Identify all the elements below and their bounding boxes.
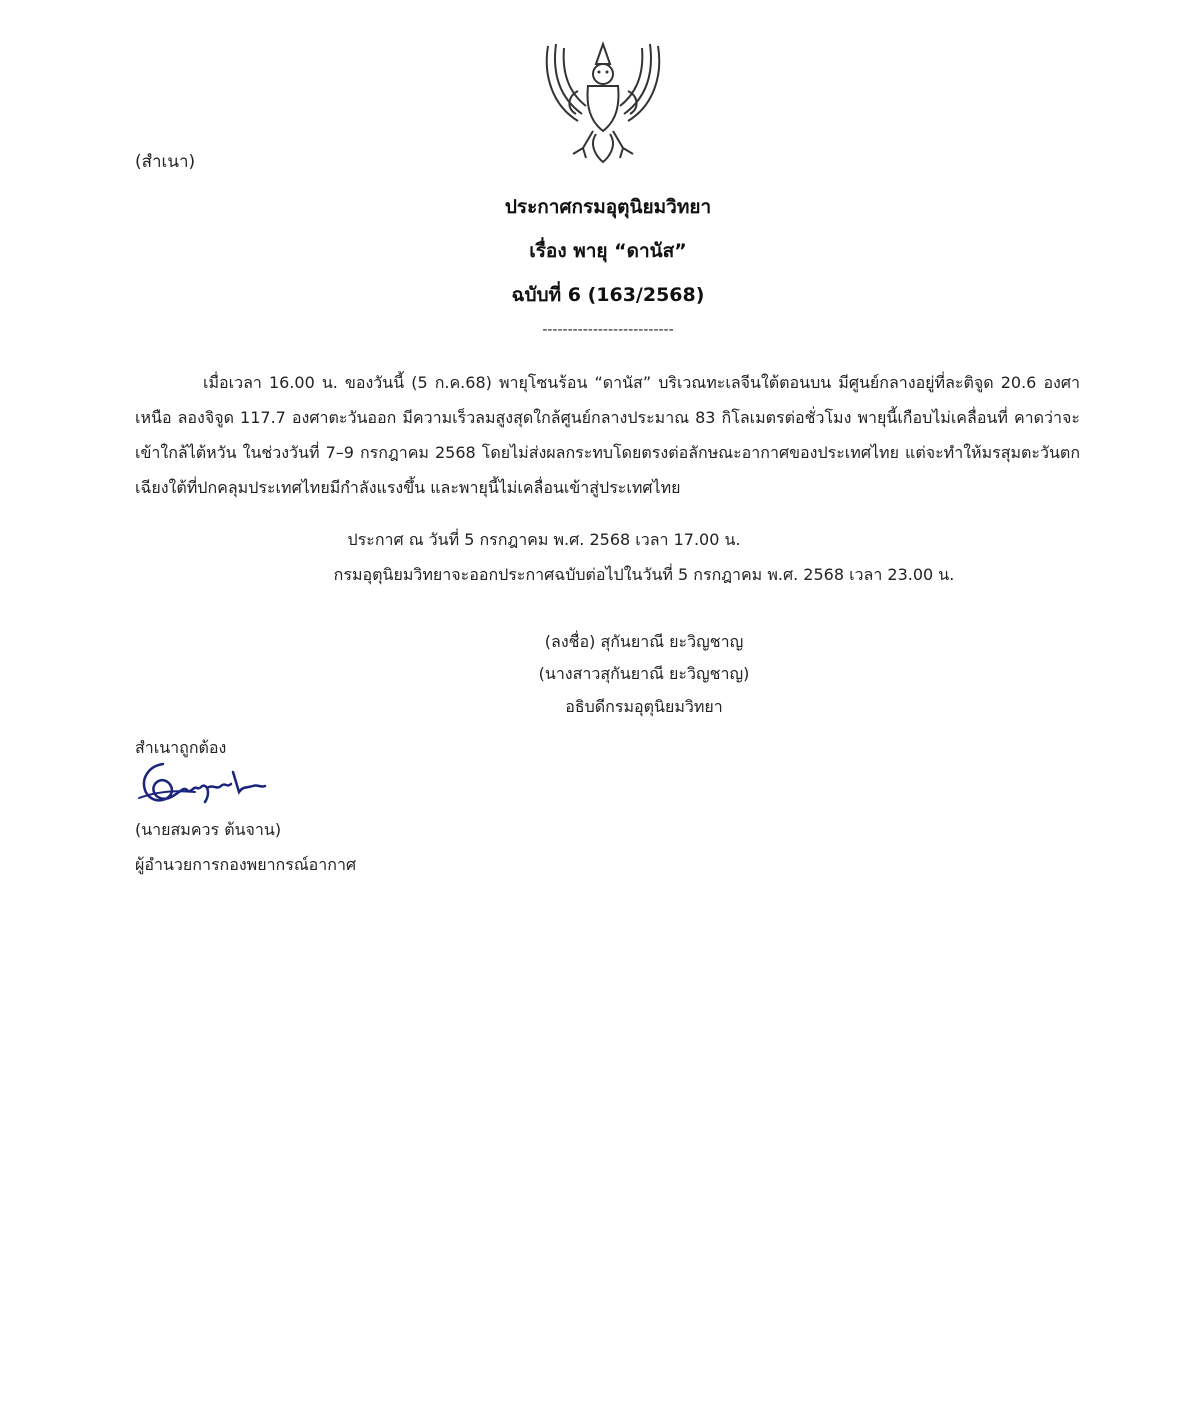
garuda-emblem-icon [538, 36, 668, 164]
signatory-signed: (ลงชื่อ) สุกันยาณี ยะวิญชาญ [544, 632, 744, 651]
announcement-date: ประกาศ ณ วันที่ 5 กรกฎาคม พ.ศ. 2568 เวลา 17.00 น. [347, 530, 741, 549]
certifier-position: ผู้อำนวยการกองพยากรณ์อากาศ [135, 855, 357, 874]
certifier-name: (นายสมควร ต้นจาน) [135, 820, 282, 839]
issue-number: ฉบับที่ 6 (163/2568) [511, 284, 705, 306]
divider: -------------------------- [542, 322, 674, 338]
handwritten-signature [135, 758, 270, 810]
signatory-position: อธิบดีกรมอุตุนิยมวิทยา [565, 697, 723, 716]
next-announcement: กรมอุตุนิยมวิทยาจะออกประกาศฉบับต่อไปในวันที่ 5 กรกฎาคม พ.ศ. 2568 เวลา 23.00 น. [333, 565, 955, 584]
signatory-name: (นางสาวสุกันยาณี ยะวิญชาญ) [538, 664, 750, 683]
subject-line: เรื่อง พายุ “ดานัส” [529, 240, 687, 262]
page-title: ประกาศกรมอุตุนิยมวิทยา [504, 196, 712, 218]
copy-label: (สำเนา) [135, 152, 196, 172]
certified-copy-label: สำเนาถูกต้อง [135, 738, 227, 757]
body-paragraph-text: เมื่อเวลา 16.00 น. ของวันนี้ (5 ก.ค.68) พายุโซนร้อน “ดานัส” บริเวณทะเลจีนใต้ตอนบน มีศูนย์กลางอยู่ที่ละติจูด 20.6 องศาเหนือ ลองจิจูด 117.7 องศาตะวันออก มีความเร็วลมสูงสุดใกล้ศูนย์กลางประมาณ 83 กิโลเมตรต่อชั่วโมง พายุนี้เกือบไม่เคลื่อนที่ คาดว่าจะเข้าใกล้ไต้หวัน ในช่วงวันที่ 7–9 กรกฎาคม 2568 โดยไม่ส่งผลกระทบโดยตรงต่อลักษณะอากาศของประเทศไทย แต่จะทำให้มรสุมตะวันตกเฉียงใต้ที่ปกคลุมประเทศไทยมีกำลังแรงขึ้น และพายุนี้ไม่เคลื่อนเข้าสู่ประเทศไทย [135, 373, 1081, 497]
body-paragraph [135, 365, 1080, 505]
